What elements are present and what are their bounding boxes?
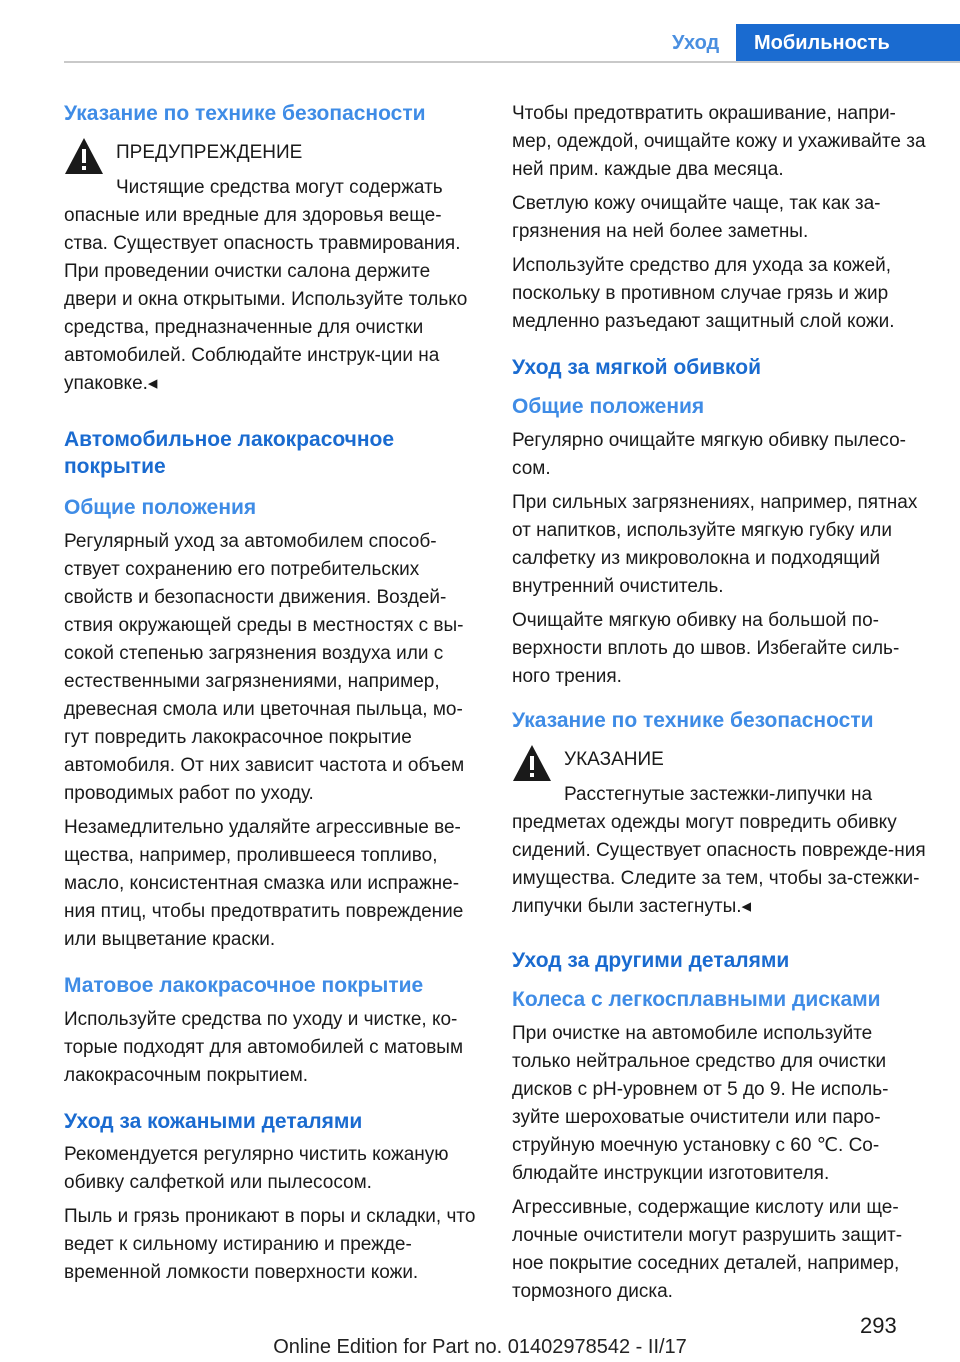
edition-footer: Online Edition for Part no. 01402978542 - II/17 [273, 1336, 687, 1358]
warning-block-1 [64, 134, 480, 174]
warning-text-1: Чистящие средства могут содержать опасные или вредные для здоровья веще-ства. Существует опасность травмирования. При проведении очистки салона держите двери и окна открытыми. Используйте только средства, предназначенные для очистки автомобилей. Соблюдайте инструк-ции на упаковке.◂ [64, 177, 468, 394]
right-column [512, 100, 928, 1312]
warning-title-2: УКАЗАНИЕ [564, 749, 664, 770]
paragraph-right-2: Светлую кожу очищайте чаще, так как за-грязнения на ней более заметны. [512, 193, 881, 242]
paragraph-right-5: При сильных загрязнениях, например, пятнах от напитков, используйте мягкую губку или салфетку из микроволокна и подходящий внутренний очиститель. [512, 492, 918, 597]
paragraph-right-4: Регулярно очищайте мягкую обивку пылесо-сом. [512, 430, 907, 479]
paragraph-left-4: Рекомендуется регулярно чистить кожаную обивку салфеткой или пылесосом. [64, 1144, 449, 1193]
header-divider [64, 61, 960, 63]
page-number: 293 [860, 1313, 897, 1338]
safety-heading-right: Указание по технике безопасности [512, 709, 874, 732]
subheading-general-1: Общие положения [64, 496, 257, 519]
left-column [64, 100, 480, 1293]
paragraph-right-6: Очищайте мягкую обивку на большой по-верхности вплоть до швов. Избегайте силь-ного трения. [512, 610, 900, 687]
paragraph-right-7: При очистке на автомобиле используйте только нейтральное средство для очистки дисков с pH-уровнем от 5 до 9. Не исполь-зуйте шероховатые очистители или паро-струйную моечную установку с 60 ℃. Со-блюдайте инструкции изготовителя. [512, 1023, 889, 1184]
warning-triangle-icon [64, 136, 104, 176]
section-heading-leather: Уход за кожаными деталями [64, 1110, 363, 1133]
warning-title-1: ПРЕДУПРЕЖДЕНИЕ [116, 142, 303, 163]
warning-block-2 [512, 741, 928, 781]
tab-mobility[interactable]: Мобильность [736, 24, 960, 62]
warning-text-2: Расстегнутые застежки-липучки на предметах одежды могут повредить обивку сидений. Существует опасность поврежде-ния имущества. Следите за тем, чтобы за-стежки-липучки были застегнуты.◂ [512, 784, 926, 917]
tab-care[interactable]: Уход [672, 32, 720, 54]
paragraph-left-1: Регулярный уход за автомобилем способ-ствует сохранению его потребительских свойств и безопасности движения. Воздей-ствия окружающей среды в местностях с вы-сокой степенью загрязнения воздуха или с естественными загрязнениями, например, древесная смола или цветочная пыльца, мо-гут повредить лакокрасочное покрытие автомобиля. От них зависит частота и объем проводимых работ по уходу. [64, 531, 465, 804]
page-header [0, 24, 960, 62]
paragraph-right-3: Используйте средство для ухода за кожей, поскольку в противном случае грязь и жир медленно разъедают защитный слой кожи. [512, 255, 895, 332]
paragraph-left-3: Используйте средства по уходу и чистке, ко-торые подходят для автомобилей с матовым лакокрасочным покрытием. [64, 1009, 464, 1086]
paragraph-right-1: Чтобы предотвратить окрашивание, напри-мер, одеждой, очищайте кожу и ухаживайте за ней прим. каждые два месяца. [512, 103, 926, 180]
paragraph-right-8: Агрессивные, содержащие кислоту или ще-лочные очистители могут разрушить защит-ное покрытие соседних деталей, например, тормозного диска. [512, 1197, 903, 1302]
subheading-matte-paint: Матовое лакокрасочное покрытие [64, 974, 424, 997]
paragraph-left-2: Незамедлительно удаляйте агрессивные ве-щества, например, пролившееся топливо, масло, консистентная смазка или испражне-ния птиц, чтобы предотвратить повреждение или выцветание краски. [64, 817, 464, 950]
subheading-general-2: Общие положения [512, 395, 705, 418]
section-heading-upholstery: Уход за мягкой обивкой [512, 356, 762, 379]
subheading-alloy-wheels: Колеса с легкосплавными дисками [512, 988, 881, 1011]
paragraph-left-5: Пыль и грязь проникают в поры и складки, что ведет к сильному истиранию и прежде-временной ломкости поверхности кожи. [64, 1206, 476, 1283]
safety-heading-left: Указание по технике безопасности [64, 102, 426, 125]
warning-triangle-icon [512, 743, 552, 783]
section-heading-paint: Автомобильное лакокрасочное покрытие [64, 428, 395, 478]
section-heading-other-parts: Уход за другими деталями [512, 949, 790, 972]
